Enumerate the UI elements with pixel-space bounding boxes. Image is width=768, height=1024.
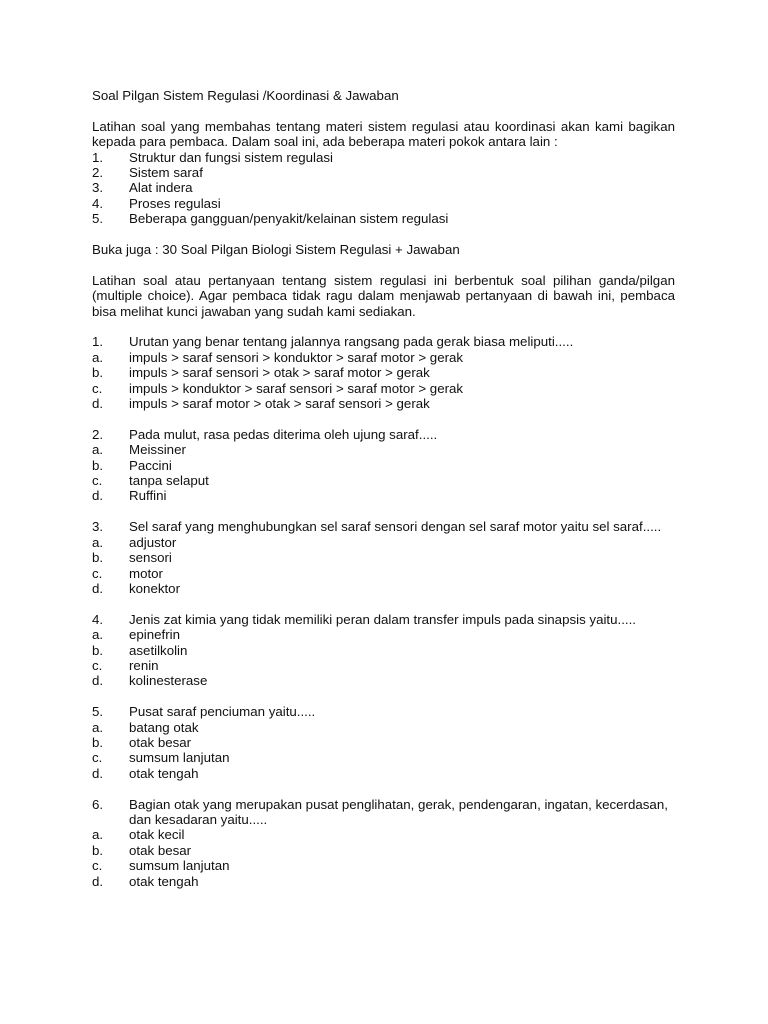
option-letter: d. [92,765,104,781]
option-text: batang otak [129,719,199,735]
option-letter: c. [92,380,103,396]
question-number: 1. [92,334,104,350]
option-letter: d. [92,873,104,889]
answer-option [92,365,675,380]
topic-number: 4. [92,195,104,211]
see-also-line: Buka juga : 30 Soal Pilgan Biologi Sistem Regulasi + Jawaban [92,242,460,258]
list-item [92,180,675,195]
answer-option [92,720,675,735]
question-text: Pusat saraf penciuman yaitu..... [129,704,316,720]
answer-option [92,858,675,873]
document-title: Soal Pilgan Sistem Regulasi /Koordinasi & Jawaban [92,88,399,103]
option-letter: d. [92,580,104,596]
option-letter: a. [92,827,104,843]
answer-option [92,488,675,503]
option-text: sensori [129,550,172,566]
answer-option [92,550,675,565]
question-5 [92,704,675,781]
answer-option [92,396,675,411]
question-stem [92,334,675,349]
answer-option [92,843,675,858]
option-letter: b. [92,734,104,750]
answer-option [92,827,675,842]
answer-option [92,750,675,765]
topic-list [92,150,675,227]
answer-option [92,627,675,642]
option-text: otak tengah [129,765,199,781]
question-text: Bagian otak yang merupakan pusat penglihatan, gerak, pendengaran, ingatan, kecerdasan, dan kesadaran yaitu..... [129,796,668,827]
option-text: otak besar [129,842,192,858]
option-letter: d. [92,396,104,412]
option-letter: a. [92,627,104,643]
option-text: otak kecil [129,827,185,843]
option-text: epinefrin [129,627,181,643]
option-text: Meissiner [129,442,186,458]
option-letter: c. [92,858,103,874]
option-letter: d. [92,673,104,689]
answer-option [92,458,675,473]
option-text: otak besar [129,734,192,750]
option-text: asetilkolin [129,642,188,658]
list-item [92,165,675,180]
answer-option [92,381,675,396]
option-letter: a. [92,534,104,550]
description-paragraph: Latihan soal atau pertanyaan tentang sistem regulasi ini berbentuk soal pilihan ganda/pilgan (multiple choice). Agar pembaca tidak ragu dalam menjawab pertanyaan di bawah ini, pembaca bisa melihat kunci jawaban yang sudah kami sediakan. [92,272,675,319]
option-text: sumsum lanjutan [129,750,230,766]
question-2 [92,427,675,504]
question-1 [92,334,675,411]
answer-option [92,473,675,488]
question-stem [92,519,675,534]
question-stem [92,427,675,442]
option-letter: c. [92,657,103,673]
answer-option [92,581,675,596]
question-number: 4. [92,611,104,627]
option-text: Paccini [129,457,172,473]
option-text: kolinesterase [129,673,208,689]
question-text: Pada mulut, rasa pedas diterima oleh ujung saraf..... [129,426,438,442]
option-text: otak tengah [129,873,199,889]
answer-option [92,442,675,457]
option-text: impuls > saraf sensori > otak > saraf motor > gerak [129,365,430,381]
answer-option [92,566,675,581]
option-text: motor [129,565,163,581]
question-4 [92,612,675,689]
option-text: impuls > konduktor > saraf sensori > saraf motor > gerak [129,380,464,396]
question-text: Sel saraf yang menghubungkan sel saraf sensori dengan sel saraf motor yaitu sel saraf..... [129,519,662,535]
question-number: 5. [92,704,104,720]
question-stem [92,704,675,719]
topic-number: 5. [92,211,104,227]
option-letter: c. [92,473,103,489]
option-text: renin [129,657,159,673]
option-text: konektor [129,580,180,596]
question-number: 2. [92,426,104,442]
option-text: impuls > saraf sensori > konduktor > saraf motor > gerak [129,349,464,365]
question-number: 3. [92,519,104,535]
question-number: 6. [92,796,104,812]
option-text: Ruffini [129,488,167,504]
topic-text: Struktur dan fungsi sistem regulasi [129,149,333,165]
option-text: tanpa selaput [129,473,209,489]
option-text: sumsum lanjutan [129,858,230,874]
topic-text: Beberapa gangguan/penyakit/kelainan sistem regulasi [129,211,449,227]
topic-number: 1. [92,149,104,165]
option-letter: b. [92,842,104,858]
answer-option [92,673,675,688]
topic-text: Proses regulasi [129,195,221,211]
question-stem [92,612,675,627]
answer-option [92,535,675,550]
topic-text: Alat indera [129,180,193,196]
option-letter: b. [92,642,104,658]
answer-option [92,735,675,750]
intro-paragraph: Latihan soal yang membahas tentang materi sistem regulasi atau koordinasi akan kami bagikan kepada para pembaca. Dalam soal ini, ada beberapa materi pokok antara lain : [92,118,675,150]
topic-number: 3. [92,180,104,196]
option-letter: b. [92,550,104,566]
option-letter: a. [92,349,104,365]
option-letter: a. [92,719,104,735]
option-letter: a. [92,442,104,458]
option-letter: c. [92,750,103,766]
answer-option [92,658,675,673]
list-item [92,211,675,226]
question-text: Urutan yang benar tentang jalannya rangsang pada gerak biasa meliputi..... [129,334,574,350]
question-text: Jenis zat kimia yang tidak memiliki peran dalam transfer impuls pada sinapsis yaitu..... [129,611,636,627]
option-letter: b. [92,457,104,473]
question-3 [92,519,675,596]
question-6 [92,797,675,889]
list-item [92,196,675,211]
answer-option [92,350,675,365]
list-item [92,150,675,165]
option-letter: d. [92,488,104,504]
option-letter: b. [92,365,104,381]
answer-option [92,874,675,889]
topic-number: 2. [92,165,104,181]
answer-option [92,643,675,658]
option-text: impuls > saraf motor > otak > saraf sensori > gerak [129,396,430,412]
topic-text: Sistem saraf [129,165,203,181]
question-stem [92,797,675,828]
option-letter: c. [92,565,103,581]
answer-option [92,766,675,781]
option-text: adjustor [129,534,177,550]
